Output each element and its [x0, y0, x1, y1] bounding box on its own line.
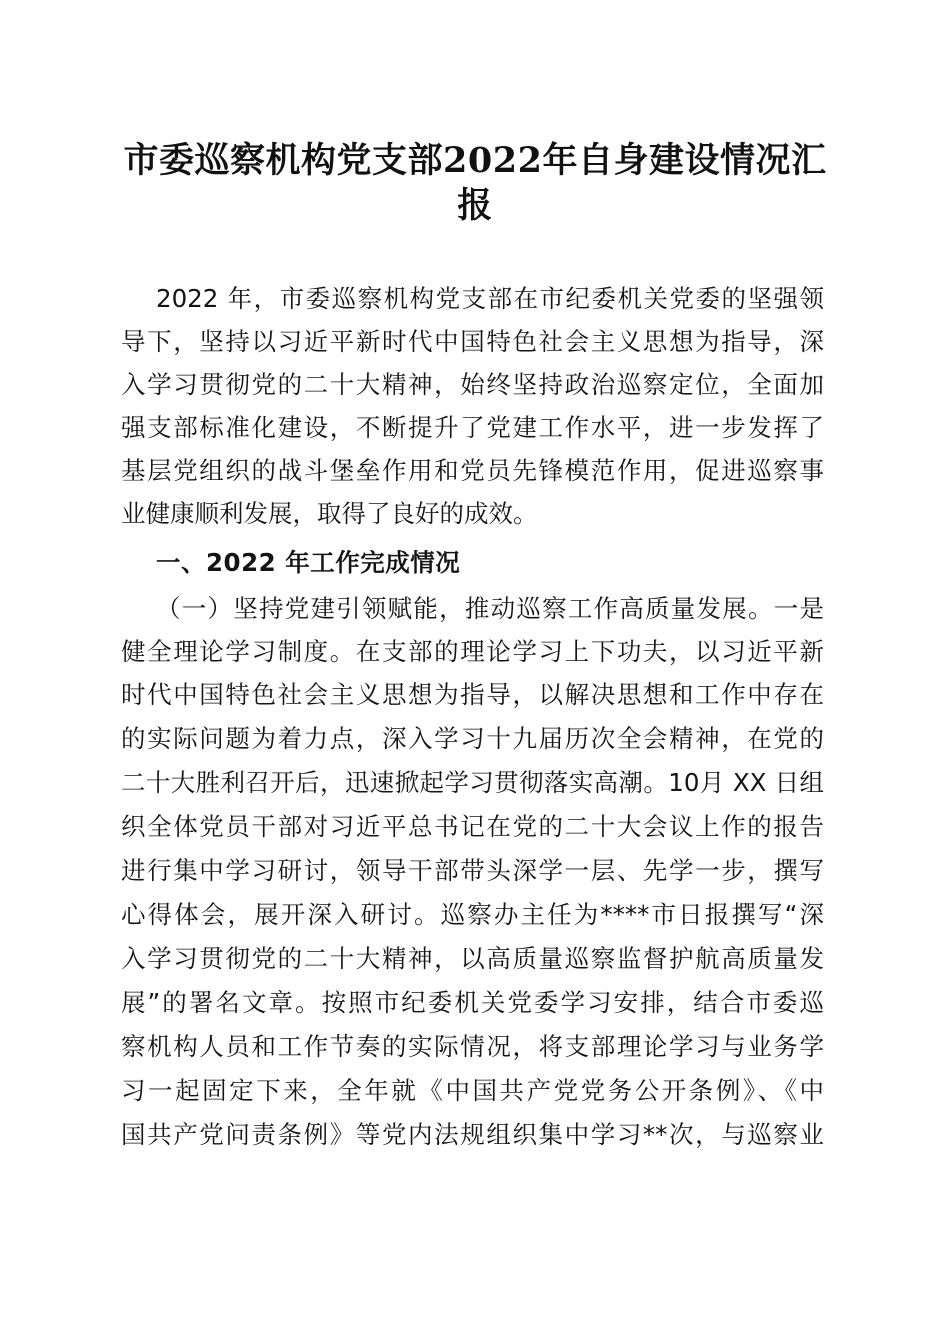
body-paragraph-line: 习一起固定下来，全年就《中国共产党党务公开条例》、《中: [121, 1076, 824, 1105]
intro-paragraph-line: 2022 年，市委巡察机构党支部在市纪委机关党委的坚强领: [156, 284, 824, 313]
body-paragraph-line: 察机构人员和工作节奏的实际情况，将支部理论学习与业务学: [121, 1032, 824, 1061]
intro-paragraph-line: 入学习贯彻党的二十大精神，始终坚持政治巡察定位，全面加: [121, 370, 824, 399]
body-paragraph-line: 进行集中学习研讨，领导干部带头深学一层、先学一步，撰写: [121, 856, 824, 885]
body-paragraph-line: 织全体党员干部对习近平总书记在党的二十大会议上作的报告: [121, 812, 824, 841]
intro-paragraph-line: 基层党组织的战斗堡垒作用和党员先锋模范作用，促进巡察事: [121, 456, 824, 485]
body-paragraph-line: 健全理论学习制度。在支部的理论学习上下功夫，以习近平新: [121, 637, 824, 666]
body-paragraph-line: 时代中国特色社会主义思想为指导，以解决思想和工作中存在: [121, 680, 824, 709]
body-paragraph-line: 国共产党问责条例》等党内法规组织集中学习**次，与巡察业: [121, 1120, 824, 1149]
body-paragraph-line: 展”的署名文章。按照市纪委机关党委学习安排，结合市委巡: [121, 988, 824, 1017]
document-title-line-2: 报: [457, 185, 493, 226]
body-paragraph-line: 的实际问题为着力点，深入学习十九届历次全会精神，在党的: [121, 724, 824, 753]
body-paragraph-line: 心得体会，展开深入研讨。巡察办主任为****市日报撰写“深: [121, 900, 824, 929]
intro-paragraph-line: 强支部标准化建设，不断提升了党建工作水平，进一步发挥了: [121, 413, 824, 442]
intro-paragraph-line: 导下，坚持以习近平新时代中国特色社会主义思想为指导，深: [121, 327, 824, 356]
body-paragraph-line: 二十大胜利召开后，迅速掀起学习贯彻落实高潮。10月 XX 日组: [121, 768, 824, 797]
intro-paragraph-line: 业健康顺利发展，取得了良好的成效。: [121, 499, 538, 528]
body-paragraph-line: （一）坚持党建引领赋能，推动巡察工作高质量发展。一是: [156, 594, 824, 623]
body-paragraph-line: 入学习贯彻党的二十大精神，以高质量巡察监督护航高质量发: [121, 944, 824, 973]
document-title-line-1: 市委巡察机构党支部2022年自身建设情况汇: [123, 140, 827, 181]
section-heading: 一、2022 年工作完成情况: [156, 548, 461, 577]
